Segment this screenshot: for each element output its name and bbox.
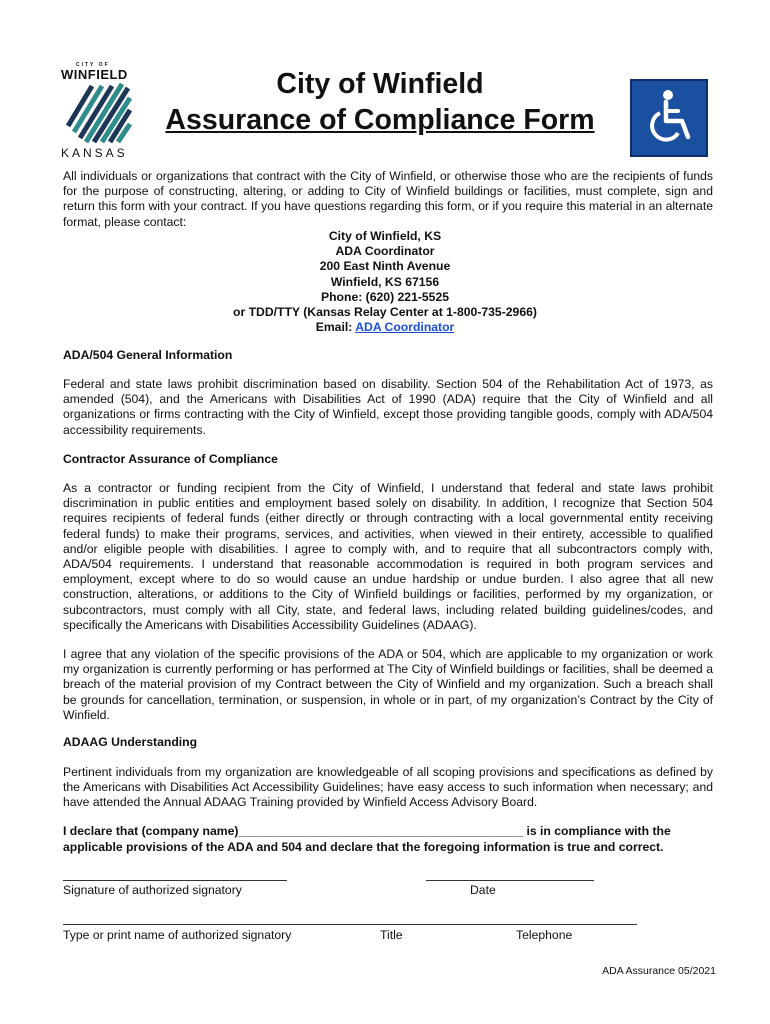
footer-form-id: ADA Assurance 05/2021: [602, 965, 716, 977]
general-info-paragraph: Federal and state laws prohibit discrimination based on disability. Section 504 of the Rehabilitation Act of 1973, as amended (504), and the Americans with Disabilities Act of 1990 (ADA) require that the City of Winfield and all organizations or firms contracting with the City of Winfield, except those providing tangible goods, comply with ADA/504 accessibility requirements.: [63, 377, 713, 437]
contact-street: 200 East Ninth Avenue: [319, 259, 451, 274]
title-label: Title: [380, 928, 403, 942]
name-title-phone-line[interactable]: [63, 924, 637, 925]
intro-paragraph: All individuals or organizations that contract with the City of Winfield, or otherwise those who are the recipients of funds for the purpose of constructing, altering, or adding to City of Winfield buildings or facilities, must complete, sign and return this form with your contract. If you have questions regarding this form, or if you require this material in an alternate format, please contact:: [63, 169, 713, 229]
ada-coordinator-email-link[interactable]: ADA Coordinator: [355, 320, 455, 335]
city-logo: [60, 62, 136, 160]
printed-name-label: Type or print name of authorized signatory: [63, 928, 292, 942]
adaag-paragraph: Pertinent individuals from my organization are knowledgeable of all scoping provisions and specifications as defined by the Americans with Disabilities Act Accessibility Guidelines; have easy access to such information when necessary; and have attended the Annual ADAAG Training provided by Winfield Access Advisory Board.: [63, 765, 713, 810]
logo-state-text: KANSAS: [61, 146, 128, 160]
general-info-heading: ADA/504 General Information: [63, 348, 233, 362]
logo-city-text: WINFIELD: [61, 67, 128, 82]
contact-email-row: [140, 320, 630, 335]
title-line-2: Assurance of Compliance Form: [165, 104, 595, 136]
adaag-heading: ADAAG Understanding: [63, 735, 198, 749]
title-line-1: City of Winfield: [276, 68, 484, 100]
date-line[interactable]: [426, 880, 594, 881]
contractor-assurance-heading: Contractor Assurance of Compliance: [63, 452, 278, 466]
declaration-statement: I declare that (company name)__________________________________________ is in compliance with the applicable provisions of the ADA and 504 and declare that the foregoing information is true and correct.: [63, 824, 671, 854]
email-label: Email:: [315, 320, 353, 335]
contact-tdd: or TDD/TTY (Kansas Relay Center at 1-800-735-2966): [233, 305, 537, 320]
wheelchair-icon: [630, 79, 708, 157]
contact-phone: Phone: (620) 221-5525: [320, 289, 450, 304]
contact-name: City of Winfield, KS: [328, 229, 442, 243]
signature-line[interactable]: [63, 880, 287, 881]
page-title: [140, 66, 620, 138]
date-label: Date: [470, 883, 496, 897]
contact-role: ADA Coordinator: [335, 244, 435, 259]
signature-label: Signature of authorized signatory: [63, 883, 242, 897]
contact-block: [140, 229, 630, 335]
logo-stripes-icon: [64, 80, 134, 146]
contact-city: Winfield, KS 67156: [330, 274, 440, 289]
logo-small-text: CITY OF: [76, 62, 110, 68]
contractor-assurance-paragraph-1: As a contractor or funding recipient from the City of Winfield, I understand that federal and state laws prohibit discrimination in public entities and employment based solely on disability. In addition, I recognize that Section 504 requires recipients of federal funds (either directly or through contracting with a local governmental entity receiving federal funds) to make their programs, services, and activities, when viewed in their entirety, accessible to qualified and/or eligible people with disabilities. I agree to comply with, and to require that all subcontractors comply with, ADA/504 requirements. I understand that reasonable accommodation is required in both program services and employment, except where to do so would cause an undue hardship or undue burden. I also agree that all new construction, alterations, or additions to the City of Winfield buildings or facilities, performed by my organization, or subcontractors, must comply with all City, state, and federal laws, including related building guidelines/codes, and specifically the Americans with Disabilities Accessibility Guidelines (ADAAG).: [63, 481, 713, 632]
telephone-label: Telephone: [516, 928, 573, 942]
contractor-assurance-paragraph-2: I agree that any violation of the specific provisions of the ADA or 504, which are applicable to my organization or work my organization is currently performing or has performed at The City of Winfield buildings or facilities, shall be deemed a breach of the material provision of my Contract between the City of Winfield and my organization. Such a breach shall be grounds for cancellation, termination, or suspension, in whole or in part, of my organization’s Contract by the City of Winfield.: [63, 647, 713, 722]
